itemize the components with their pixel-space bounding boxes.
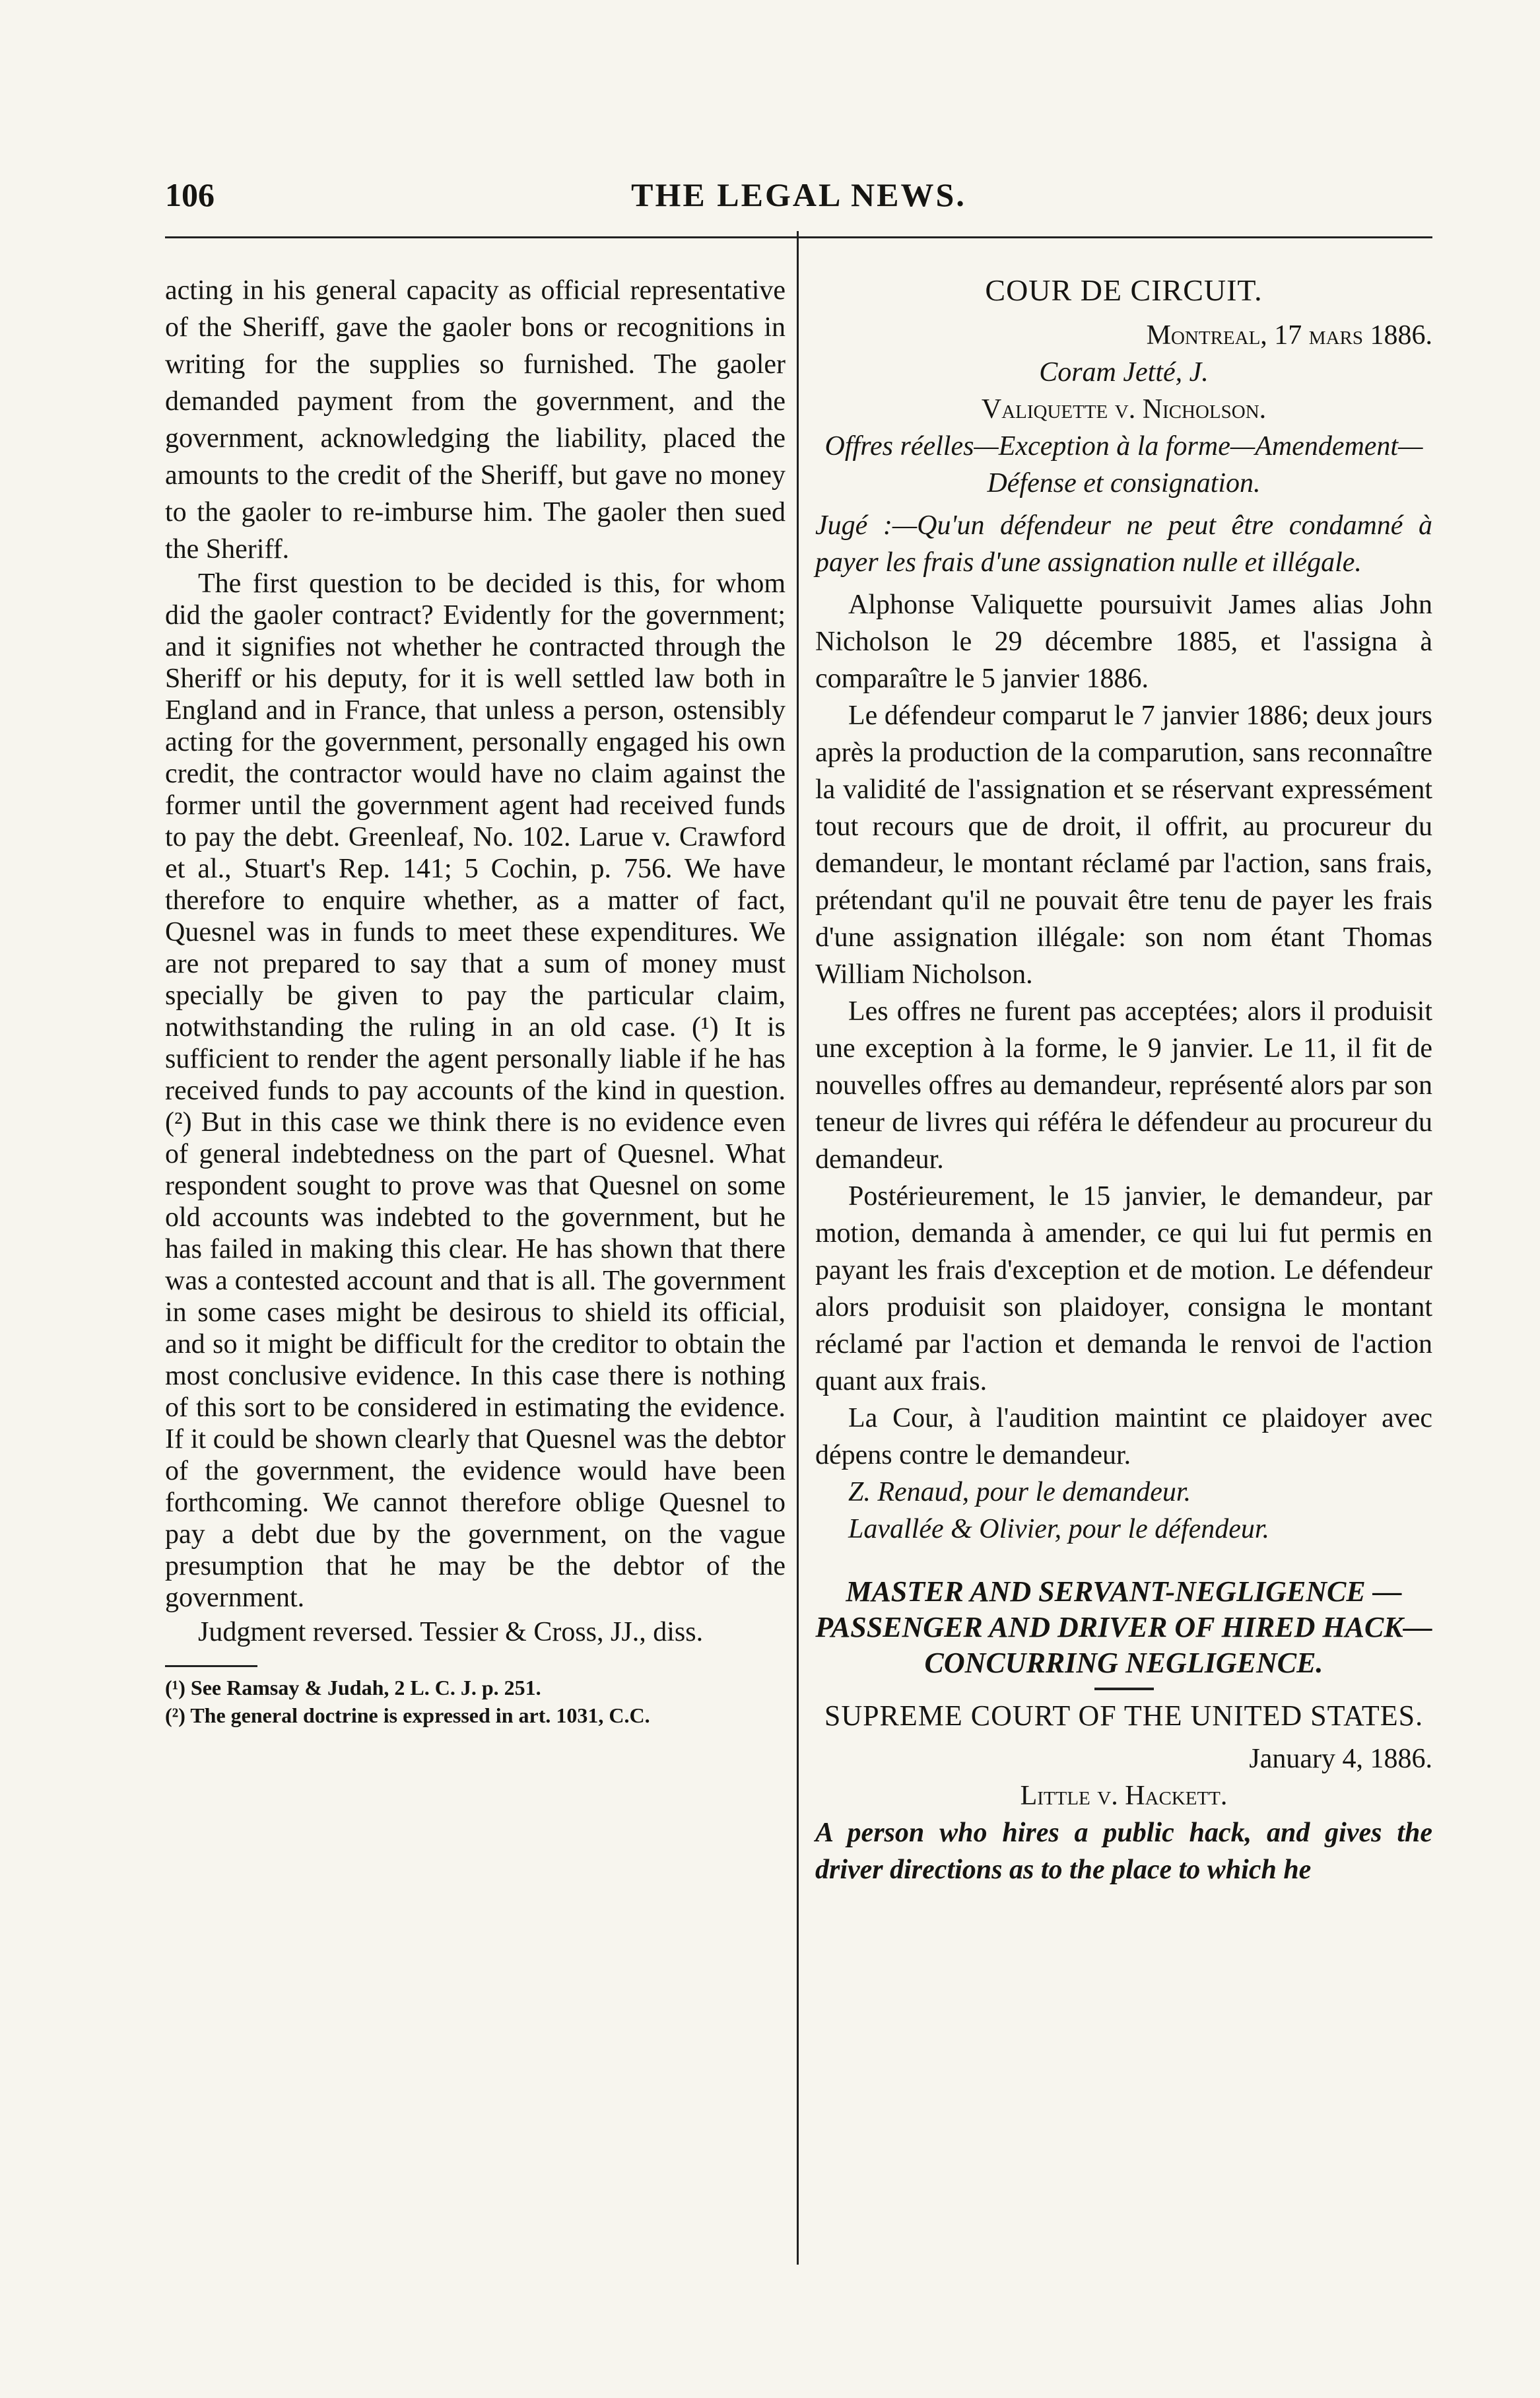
syllabus: Offres réelles—Exception à la forme—Amendement—Défense et consignation.: [824, 431, 1423, 498]
counsel-defendant: Lavallée & Olivier, pour le défendeur.: [848, 1514, 1270, 1544]
coram: Coram Jetté, J.: [1039, 357, 1209, 388]
right-paragraph-4: Postérieurement, le 15 janvier, le demandeur, par motion, demanda à amender, ce qui lui fut permis en payant les frais d'exception et de motion. Le défendeur alors produisit son plaidoyer, consigna le montant réclamé par l'action et demanda le renvoi de l'action quant aux frais.: [815, 1181, 1432, 1396]
footnote-rule: [165, 1665, 257, 1667]
syllabus-2: A person who hires a public hack, and gives the driver directions as to the place to which he: [815, 1818, 1432, 1885]
heading-rule: [1094, 1688, 1154, 1690]
right-paragraph-1: Alphonse Valiquette poursuivit James alias John Nicholson le 29 décembre 1885, et l'assigna à comparaître le 5 janvier 1886.: [815, 590, 1432, 694]
right-paragraph-5: La Cour, à l'audition maintint ce plaidoyer avec dépens contre le demandeur.: [815, 1403, 1432, 1470]
footnote-2: (²) The general doctrine is expressed in art. 1031, C.C.: [165, 1703, 650, 1727]
section-heading: MASTER AND SERVANT-NEGLIGENCE —PASSENGER AND DRIVER OF HIRED HACK—CONCURRING NEGLIGENCE.: [815, 1575, 1432, 1679]
running-title: THE LEGAL NEWS.: [631, 176, 966, 213]
header-rule: [165, 236, 1432, 238]
holding: Jugé :—Qu'un défendeur ne peut être condamné à payer les frais d'une assignation nulle et illégale.: [815, 510, 1432, 578]
left-column: [165, 272, 786, 1729]
counsel-plaintiff: Z. Renaud, pour le demandeur.: [848, 1477, 1191, 1507]
right-column: [815, 272, 1432, 1888]
column-divider: [797, 231, 799, 2265]
page-number: 106: [165, 176, 215, 213]
court-name: SUPREME COURT OF THE UNITED STATES.: [824, 1699, 1424, 1732]
decision-date: January 4, 1886.: [1249, 1744, 1432, 1774]
court-heading: COUR DE CIRCUIT.: [985, 273, 1263, 307]
left-paragraph-2: The first question to be decided is this, for whom did the gaoler contract? Evidently for the government; and it signifies not whether he contracted through the Sheriff or his deputy, for it is well settled law both in England and in France, that unless a person, ostensibly acting for the government, personally engaged his own credit, the contractor would have no claim against the former until the government agent had received funds to pay the debt. Greenleaf, No. 102. Larue v. Crawford et al., Stuart's Rep. 141; 5 Cochin, p. 756. We have therefore to enquire whether, as a matter of fact, Quesnel was in funds to meet these expenditures. We are not prepared to say that a sum of money must specially be given to pay the particular claim, notwithstanding the ruling in an old case. (¹) It is sufficient to render the agent personally liable if he has received funds to pay accounts of the kind in question. (²) But in this case we think there is no evidence even of general indebtedness on the part of Quesnel. What respondent sought to prove was that Quesnel on some old accounts was indebted to the government, but he has failed in making this clear. He has shown that there was a contested account and that is all. The government in some cases might be desirous to shield its official, and so it might be difficult for the creditor to obtain the most conclusive evidence. In this case there is nothing of this sort to be considered in estimating the evidence. If it could be shown clearly that Quesnel was the debtor of the government, the evidence would have been forthcoming. We cannot therefore oblige Quesnel to pay a debt due by the government, on the vague presumption that he may be the debtor of the government.: [165, 568, 786, 1613]
left-paragraph-3: Judgment reversed. Tessier & Cross, JJ., diss.: [198, 1617, 704, 1647]
case-title-2: Little v. Hackett.: [1020, 1781, 1228, 1811]
right-paragraph-3: Les offres ne furent pas acceptées; alors il produisit une exception à la forme, le 9 janvier. Le 11, il fit de nouvelles offres au demandeur, représenté alors par son teneur de livres qui référa le défendeur au procureur du demandeur.: [815, 996, 1432, 1175]
footnote-1: (¹) See Ramsay & Judah, 2 L. C. J. p. 251.: [165, 1676, 541, 1699]
right-paragraph-2: Le défendeur comparut le 7 janvier 1886; deux jours après la production de la comparution, sans reconnaître la validité de l'assignation et se réservant expressément tout recours que de droit, il offrit, au procureur du demandeur, le montant réclamé par l'action, sans frais, prétendant qu'il ne pouvait être tenu de payer les frais d'une assignation illégale: son nom étant Thomas William Nicholson.: [815, 701, 1432, 990]
case-title: Valiquette v. Nicholson.: [981, 394, 1267, 425]
page-header: [165, 165, 1432, 218]
left-paragraph-1: acting in his general capacity as official representative of the Sheriff, gave the gaoler bons or recognitions in writing for the supplies so furnished. The gaoler demanded payment from the government, and the government, acknowledging the liability, placed the amounts to the credit of the Sheriff, but gave no money to the gaoler to re-imburse him. The gaoler then sued the Sheriff.: [165, 275, 786, 565]
location-date: Montreal, 17 mars 1886.: [1146, 320, 1432, 351]
